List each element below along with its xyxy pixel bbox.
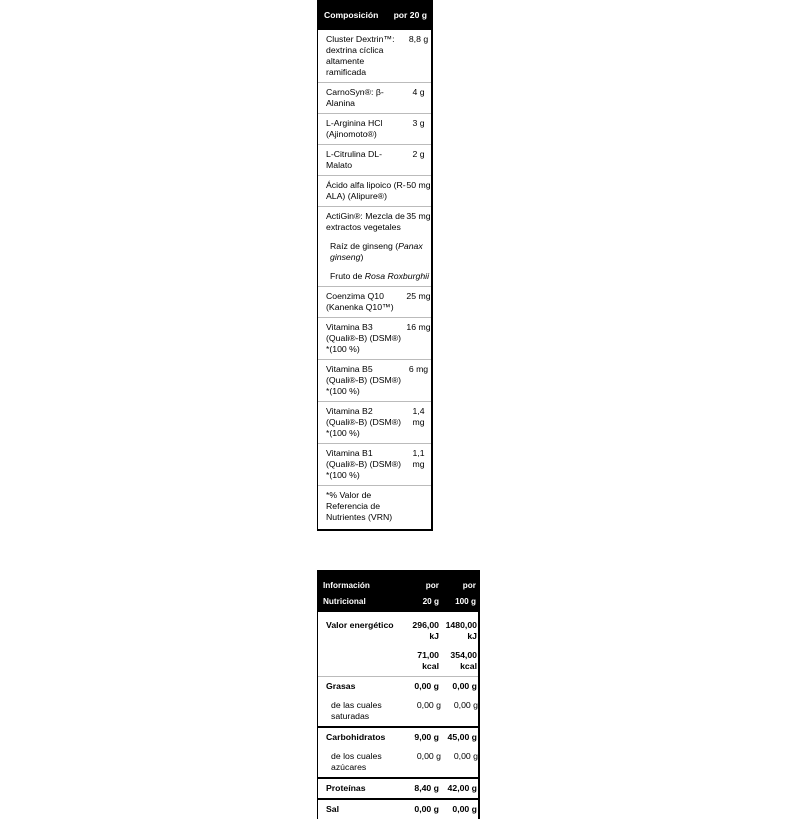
composition-header-name: Composición xyxy=(324,10,379,20)
nutrition-title-line2: Nutricional xyxy=(323,597,366,606)
table-row xyxy=(318,237,431,267)
nutrient-value-20g: 0,00 g xyxy=(416,751,441,761)
nutrient-name: Carbohidratos xyxy=(326,732,386,742)
nutrition-header-title xyxy=(318,570,411,612)
sub-ingredient-latin: Rosa Roxburghii xyxy=(364,271,430,281)
sub-ingredient-prefix: Fruto de xyxy=(330,271,365,281)
table-row xyxy=(318,317,431,359)
ingredient-name: L-Citrulina DL-Malato xyxy=(326,149,383,170)
ingredient-name: ActiGin®: Mezcla de extractos vegetales xyxy=(326,211,405,232)
table-row xyxy=(318,82,431,113)
nutrient-value-100g: 1480,00 kJ xyxy=(445,620,477,641)
ingredient-name: Vitamina B2 (Quali®-B) (DSM®) *(100 %) xyxy=(326,406,402,438)
nutrient-value-20g: 9,00 g xyxy=(414,732,439,742)
sub-ingredient xyxy=(318,267,431,286)
ingredient-value: 4 g xyxy=(412,87,425,97)
table-row xyxy=(318,485,431,529)
nutrition-title-line1: Información xyxy=(323,581,370,590)
nutrition-col1-line1: por xyxy=(425,581,439,590)
table-row xyxy=(318,267,431,286)
table-row xyxy=(318,696,478,726)
sub-ingredient-latin: Panax ginseng xyxy=(330,241,423,262)
table-row xyxy=(318,646,478,676)
nutrient-value-100g: 0,00 g xyxy=(452,804,477,814)
table-row xyxy=(318,443,431,485)
table-row xyxy=(318,286,431,317)
nutrient-name: Sal xyxy=(326,804,340,814)
table-row xyxy=(318,144,431,175)
table-row xyxy=(318,676,478,696)
footnote: *% Valor de Referencia de Nutrientes (VRN) xyxy=(326,490,393,522)
sub-ingredient xyxy=(318,237,431,267)
table-row xyxy=(318,747,478,777)
nutrient-name: Proteínas xyxy=(326,783,366,793)
ingredient-name: Ácido alfa lipoico (R-ALA) (Alipure®) xyxy=(326,180,406,201)
ingredient-value: 16 mg xyxy=(406,322,431,332)
nutrition-table xyxy=(317,570,480,819)
ingredient-value: 8,8 g xyxy=(408,34,429,44)
nutrient-name: de los cuales azúcares xyxy=(331,751,382,772)
table-row xyxy=(318,113,431,144)
ingredient-value: 6 mg xyxy=(408,364,429,374)
nutrient-value-100g: 0,00 g xyxy=(453,751,478,761)
nutrition-col2-line2: 100 g xyxy=(455,597,476,606)
ingredient-name: CarnoSyn®: β-Alanina xyxy=(326,87,384,108)
nutrient-value-20g: 296,00 kJ xyxy=(412,620,439,641)
ingredient-name: Vitamina B1 (Quali®-B) (DSM®) *(100 %) xyxy=(326,448,402,480)
ingredient-name: Cluster Dextrin™: dextrina cíclica altamente ramificada xyxy=(326,34,395,77)
composition-header-per: por 20 g xyxy=(393,10,427,20)
table-row xyxy=(318,798,478,819)
nutrition-header xyxy=(318,570,478,612)
table-row xyxy=(318,30,431,82)
nutrient-value-20g: 71,00 kcal xyxy=(417,650,439,671)
ingredient-value: 2 g xyxy=(412,149,425,159)
nutrient-value-100g: 0,00 g xyxy=(453,700,478,710)
table-row xyxy=(318,726,478,747)
nutrient-name: Grasas xyxy=(326,681,356,691)
nutrition-header-col2 xyxy=(439,570,476,612)
nutrient-value-100g: 354,00 kcal xyxy=(450,650,477,671)
ingredient-name: Vitamina B3 (Quali®-B) (DSM®) *(100 %) xyxy=(326,322,402,354)
ingredient-value: 50 mg xyxy=(406,180,431,190)
ingredient-name: L-Arginina HCl (Ajinomoto®) xyxy=(326,118,383,139)
table-row xyxy=(318,777,478,798)
nutrient-value-20g: 8,40 g xyxy=(414,783,439,793)
nutrition-header-col1 xyxy=(411,570,439,612)
nutrient-name: de las cuales saturadas xyxy=(331,700,382,721)
nutrition-col1-line2: 20 g xyxy=(422,597,439,606)
nutrient-name: Valor energético xyxy=(326,620,394,630)
sub-ingredient-prefix: Raíz de ginseng ( xyxy=(330,241,399,251)
composition-header xyxy=(318,0,431,30)
nutrient-value-100g: 0,00 g xyxy=(452,681,477,691)
nutrient-value-20g: 0,00 g xyxy=(416,700,441,710)
table-row xyxy=(318,612,478,646)
table-row xyxy=(318,175,431,206)
nutrient-value-100g: 42,00 g xyxy=(447,783,477,793)
table-row xyxy=(318,401,431,443)
sub-ingredient-suffix: ) xyxy=(360,252,364,262)
ingredient-value: 3 g xyxy=(412,118,425,128)
ingredient-value: 35 mg xyxy=(406,211,431,221)
ingredient-value: 1,1 mg xyxy=(412,448,425,469)
nutrient-value-20g: 0,00 g xyxy=(414,681,439,691)
nutrition-col2-line1: por xyxy=(462,581,476,590)
table-row xyxy=(318,206,431,237)
ingredient-value: 1,4 mg xyxy=(412,406,425,427)
ingredient-name: Vitamina B5 (Quali®-B) (DSM®) *(100 %) xyxy=(326,364,402,396)
ingredient-name: Coenzima Q10 (Kanenka Q10™) xyxy=(326,291,394,312)
composition-table xyxy=(317,0,433,531)
nutrient-name xyxy=(318,646,409,676)
nutrient-value-100g: 45,00 g xyxy=(447,732,477,742)
ingredient-value: 25 mg xyxy=(406,291,431,301)
nutrient-value-20g: 0,00 g xyxy=(414,804,439,814)
table-row xyxy=(318,359,431,401)
